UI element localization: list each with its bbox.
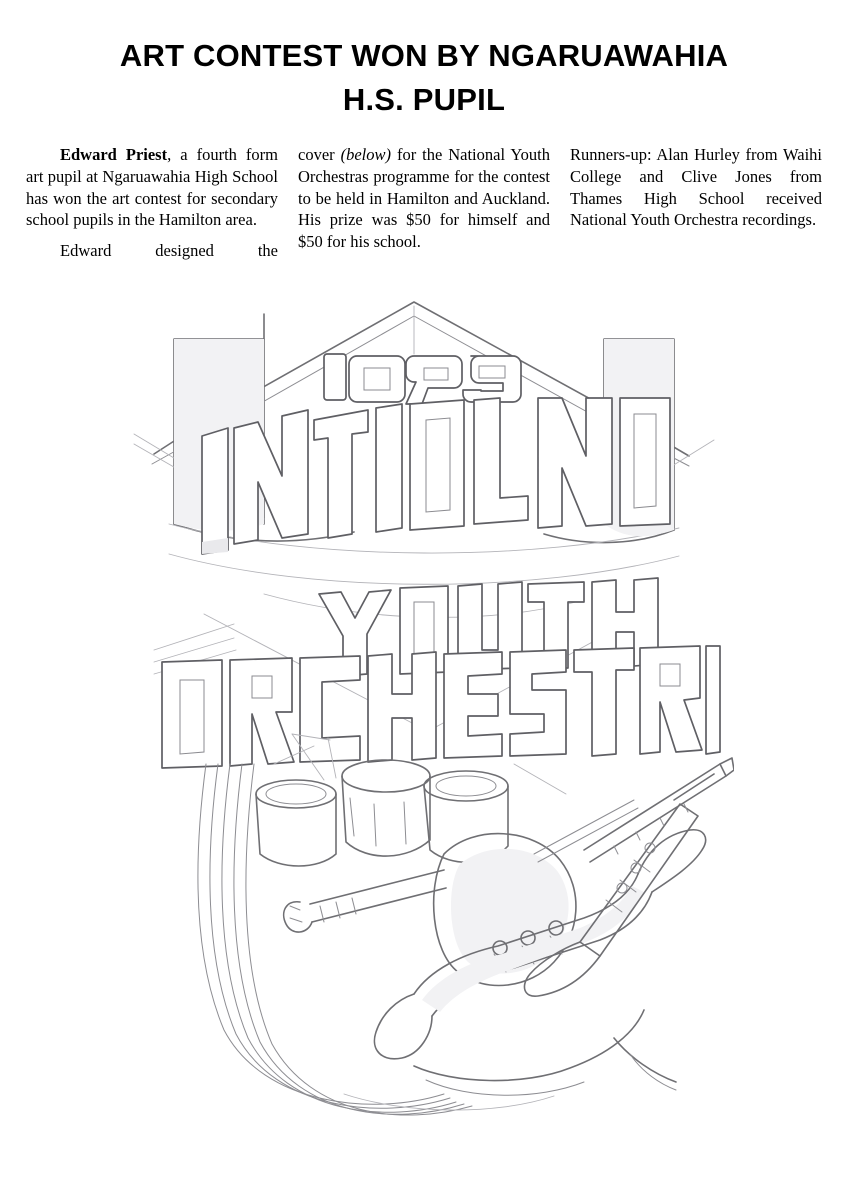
instruments-group: [198, 734, 734, 1115]
national-lettering: [202, 398, 670, 554]
year-lettering: [324, 354, 521, 404]
article-column-1: [26, 144, 278, 284]
paragraph: [26, 144, 278, 231]
lower-ribbon: [344, 1010, 676, 1110]
paragraph-text: Runners-up: Alan Hurley from Waihi College and Clive Jones from Thames High School received National Youth Orchestra recordings.: [570, 145, 822, 230]
page-title: [0, 0, 848, 122]
artwork-drawing: [114, 294, 734, 1124]
paragraph-text: Edward designed the: [60, 241, 278, 261]
artwork-svg: [114, 294, 734, 1124]
ribbon-lines: [198, 764, 472, 1115]
paragraph-italic: (below): [340, 145, 391, 165]
paragraph-text: , a fourth form art pupil at Ngaruawahia High School has won the art contest for secondary school pupils in the Hamilton area.: [26, 145, 278, 230]
paragraph: [298, 144, 550, 253]
paragraph: [570, 144, 822, 231]
paragraph-text-before: cover: [298, 145, 341, 165]
article-column-3: [570, 144, 822, 284]
paragraph-text-after: for the National Youth Orchestras programme for the contest to be held in Hamilton and Auckland. His prize was $50 for himself and $50 for his school.: [298, 145, 550, 252]
article-column-2: [298, 144, 550, 284]
lead-name: Edward Priest: [60, 145, 168, 165]
headline-line-1: ART CONTEST WON BY NGARUAWAHIA: [119, 38, 729, 73]
article-body: [0, 122, 848, 284]
paragraph: [26, 240, 278, 284]
flute: [584, 758, 734, 862]
headline-line-2: H.S. PUPIL: [342, 82, 506, 118]
